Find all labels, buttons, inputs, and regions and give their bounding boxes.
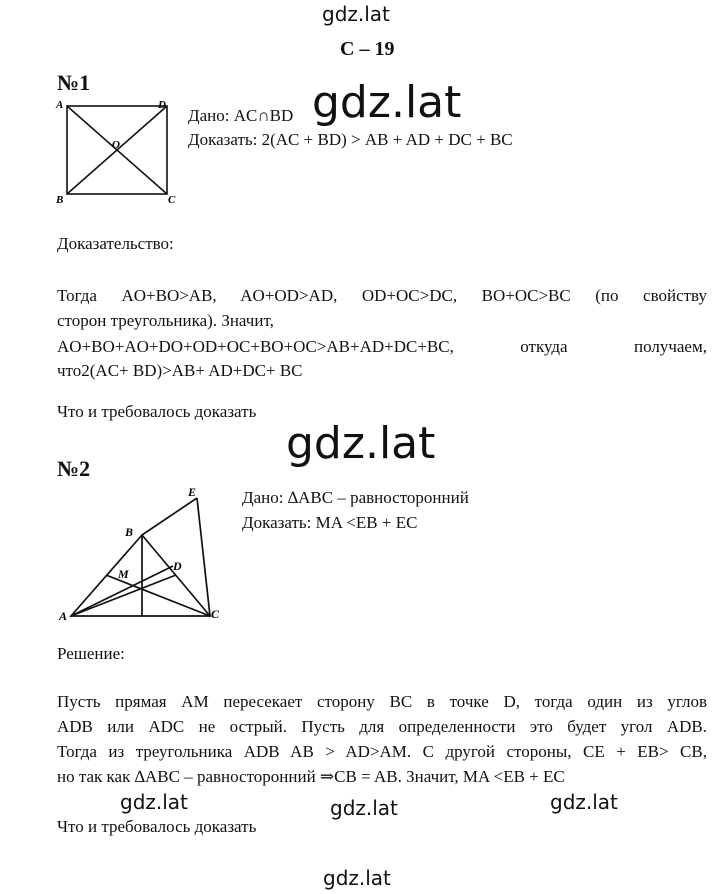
problem-2-number: №2 [57,456,91,481]
problem-2-prove: Доказать: MA <EB + EC [242,513,418,532]
proof-line-4: что2(AC+ BD)>AB+ AD+DC+ BC [57,361,303,380]
triangle-diagram [55,480,235,625]
label-e: E [188,485,197,499]
label-d: D [158,99,166,111]
problem-2-given: Дано: ∆ABC – равносторонний [242,488,469,507]
label-c: C [168,194,176,206]
problem-1-prove: Доказать: 2(AC + BD) > AB + AD + DC + BC [188,130,513,149]
proof-line-2: сторон треугольника). Значит, [57,311,274,330]
label-c2: C [211,607,220,621]
proof-title: Доказательство: [57,234,174,253]
problem-2-qed: Что и требовалось доказать [57,817,257,836]
watermark-bottom-mid: gdz.lat [330,796,398,820]
label-m: M [118,567,129,581]
watermark-footer: gdz.lat [323,866,391,890]
watermark-bottom-left: gdz.lat [120,790,188,814]
label-a: A [56,99,64,111]
watermark-bottom-right: gdz.lat [550,790,618,814]
label-b2: B [125,525,134,539]
label-a2: A [59,609,68,623]
label-b: B [56,194,64,206]
watermark-large-1: gdz.lat [312,77,462,128]
segment-ec [197,498,210,616]
problem-1-given: Дано: AC∩BD [188,106,294,125]
solution-line-3: Тогда из треугольника ADB AB > AD>AM. С другой стороны, CE + EB> CB, [57,742,707,761]
proof-line-3: AO+BO+AO+DO+OD+OC+BO+OC>AB+AD+DC+BC, откуда получаем, [57,337,707,356]
triangle-abc [71,535,210,616]
solution-line-1: Пусть прямая AM пересекает сторону BC в точке D, тогда один из углов [57,692,707,711]
problem-1-qed: Что и требовалось доказать [57,402,257,421]
square-diagram [50,96,185,211]
proof-line-1: Тогда AO+BO>AB, AO+OD>AD, OD+OC>DC, BO+OC>BC (по свойству [57,286,707,305]
label-o: O [112,139,120,151]
page-title: С – 19 [340,38,395,60]
watermark-large-2: gdz.lat [286,418,436,469]
problem-1-number: №1 [57,70,91,95]
label-d2: D [173,559,182,573]
solution-title: Решение: [57,644,125,663]
watermark-top: gdz.lat [322,2,390,26]
segment-be [142,498,197,535]
solution-line-2: ADB или ADC не острый. Пусть для определенности это будет угол ADB. [57,717,707,736]
solution-line-4: но так как ∆ABC – равносторонний ⇒CB = AB. Значит, MA <EB + EC [57,767,565,786]
